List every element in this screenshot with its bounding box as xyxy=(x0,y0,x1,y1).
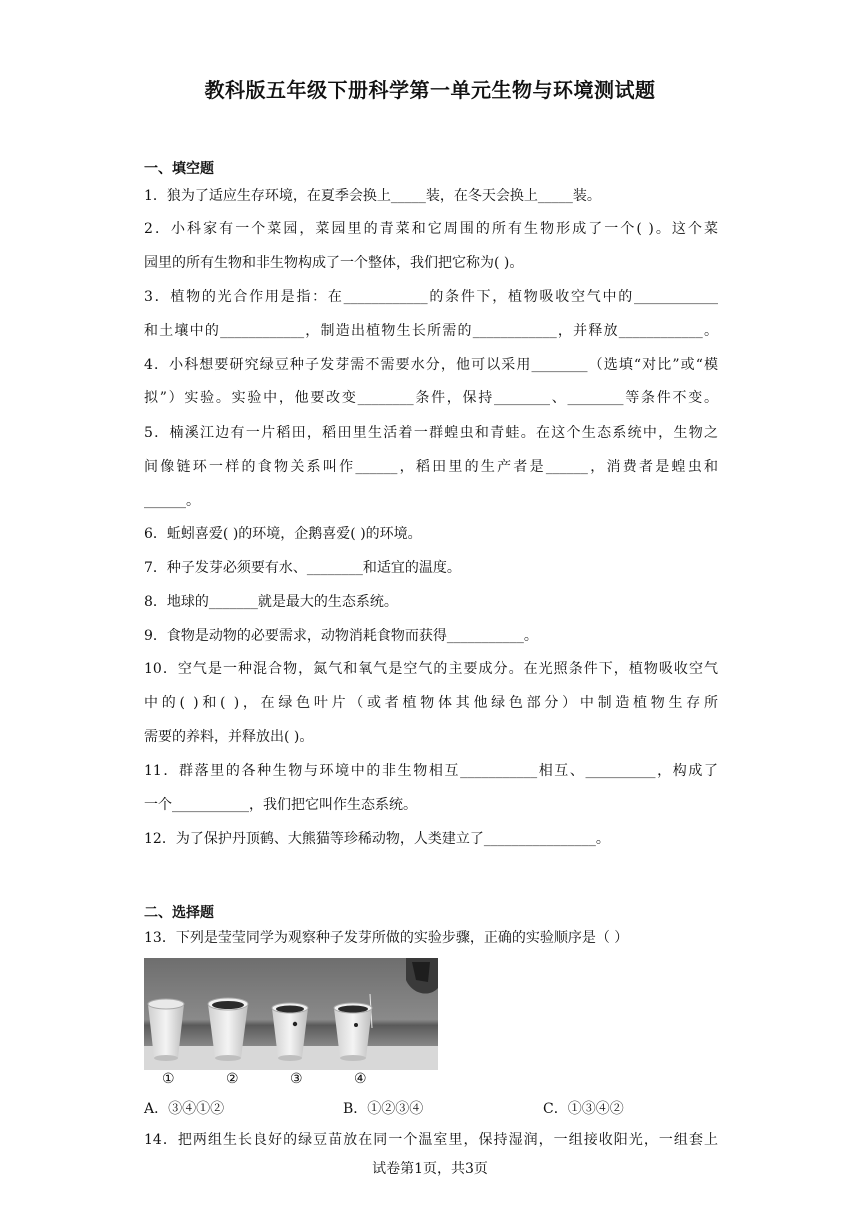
cup-1 xyxy=(148,999,184,1061)
question-13-stem: 13．下列是莹莹同学为观察种子发芽所做的实验步骤，正确的实验顺序是（ ） xyxy=(144,930,629,946)
option-c[interactable]: C．①③④② xyxy=(543,1101,624,1117)
question-line: 9．食物是动物的必要需求，动物消耗食物而获得___________。 xyxy=(144,628,538,644)
figure-label-3: ③ xyxy=(290,1071,303,1087)
question-line: 12．为了保护丹顶鹤、大熊猫等珍稀动物，人类建立了________________。 xyxy=(144,831,610,847)
question-line: 2．小科家有一个菜园，菜园里的青菜和它周围的所有生物形成了一个( )。这个菜 xyxy=(144,221,718,237)
figure-labels xyxy=(144,1071,438,1091)
question-line: ______。 xyxy=(144,493,200,509)
cup-3 xyxy=(272,1003,308,1061)
question-line: 间像链环一样的食物关系叫作______，稻田里的生产者是______，消费者是蝗虫和 xyxy=(144,459,718,475)
page-footer: 试卷第1页，共3页 xyxy=(372,1161,488,1177)
question-line: 6．蚯蚓喜爱( )的环境，企鹅喜爱( )的环境。 xyxy=(144,526,422,542)
question-line: 7．种子发芽必须要有水、________和适宜的温度。 xyxy=(144,560,461,576)
section-heading-choice: 二、选择题 xyxy=(144,905,214,921)
question-line: 中的( )和( )，在绿色叶片（或者植物体其他绿色部分）中制造植物生存所 xyxy=(144,695,718,711)
seed-cups-photo xyxy=(144,958,438,1070)
figure-label-2: ② xyxy=(226,1071,239,1087)
figure-label-1: ① xyxy=(162,1071,175,1087)
option-a[interactable]: A．③④①② xyxy=(144,1101,225,1117)
question-line: 一个___________，我们把它叫作生态系统。 xyxy=(144,797,417,813)
question-line: 拟”）实验。实验中，他要改变________条件，保持________、________等条件不变。 xyxy=(144,390,718,406)
question-line: 10．空气是一种混合物，氮气和氧气是空气的主要成分。在光照条件下，植物吸收空气 xyxy=(144,661,718,677)
question-line: 和土壤中的____________，制造出植物生长所需的____________，并释放____________。 xyxy=(144,323,718,339)
question-line: 4．小科想要研究绿豆种子发芽需不需要水分，他可以采用________（选填“对比”或“模 xyxy=(144,357,718,373)
question-line: 11．群落里的各种生物与环境中的非生物相互___________相互、__________，构成了 xyxy=(144,763,718,779)
question-line: 需要的养料，并释放出( )。 xyxy=(144,729,314,745)
page-title: 教科版五年级下册科学第一单元生物与环境测试题 xyxy=(204,78,656,102)
question-line: 5．楠溪江边有一片稻田，稻田里生活着一群蝗虫和青蛙。在这个生态系统中，生物之 xyxy=(144,425,718,441)
question-14-stem: 14．把两组生长良好的绿豆苗放在同一个温室里，保持湿润，一组接收阳光，一组套上 xyxy=(144,1132,718,1148)
question-line: 8．地球的_______就是最大的生态系统。 xyxy=(144,594,398,610)
question-line: 3．植物的光合作用是指：在____________的条件下，植物吸收空气中的____________ xyxy=(144,289,718,305)
question-line: 园里的所有生物和非生物构成了一个整体，我们把它称为( )。 xyxy=(144,255,524,271)
option-b[interactable]: B．①②③④ xyxy=(343,1101,424,1117)
cup-4 xyxy=(334,1003,372,1061)
figure-label-4: ④ xyxy=(354,1071,367,1087)
question-line: 1．狼为了适应生存环境，在夏季会换上_____装，在冬天会换上_____装。 xyxy=(144,188,601,204)
section-heading-fill-in: 一、填空题 xyxy=(144,161,214,177)
